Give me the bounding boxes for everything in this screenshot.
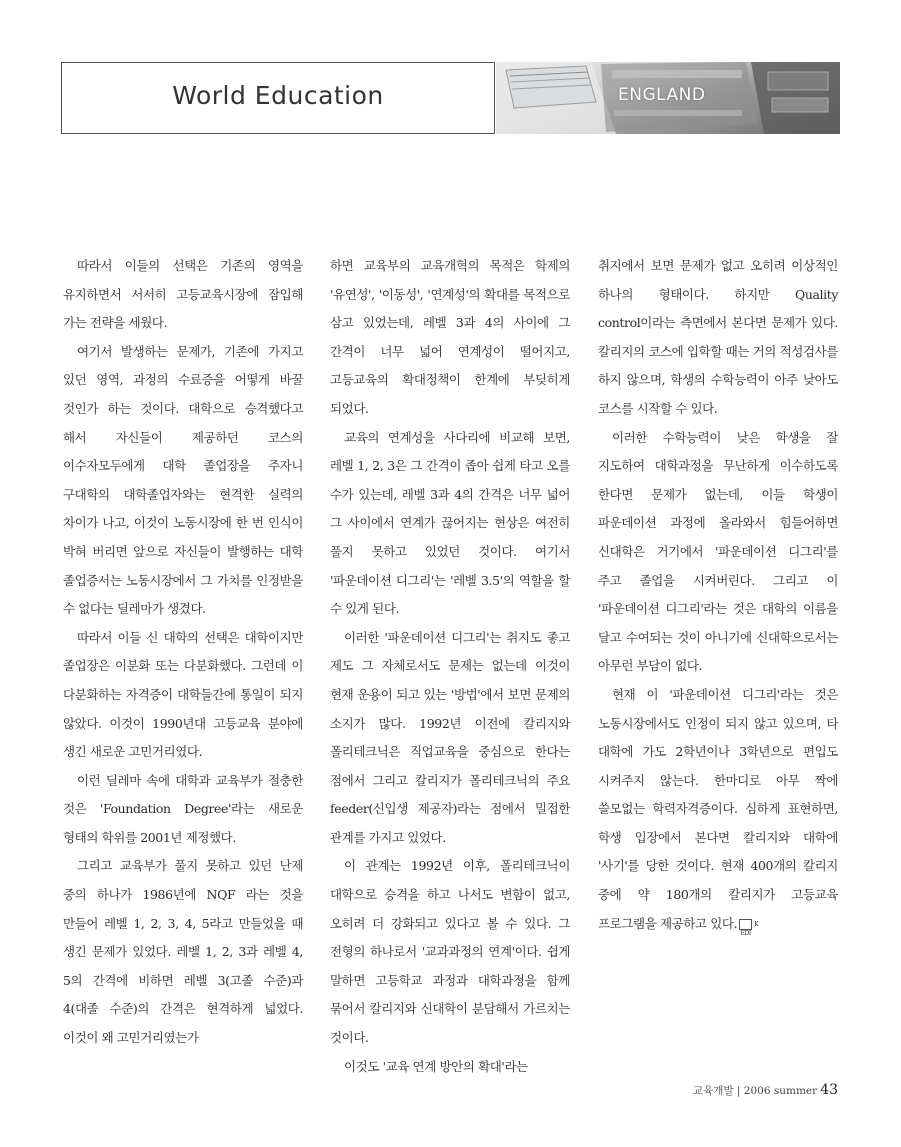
text-column-3 bbox=[598, 252, 838, 938]
paragraph: 따라서 이들의 선택은 기존의 영역을 유지하면서 서서히 고등교육시장에 잠입해 가는 전략을 세웠다. bbox=[63, 258, 303, 331]
paragraph: 그리고 교육부가 풀지 못하고 있던 난제 중의 하나가 1986년에 NQF 라는 것을 만들어 레벨 1, 2, 3, 4, 5라고 만들었을 때 생긴 문제가 있었다. 레벨 1, 2, 3과 레벨 4, 5의 간격에 비하면 레벨 3(고졸 수준)과 4(대졸 수준)의 간격은 현격하게 넓었다. 이것이 왜 고민거리였는가 bbox=[63, 858, 303, 1046]
paragraph bbox=[598, 681, 838, 938]
end-mark-icon: KEDI bbox=[740, 920, 759, 937]
page-header bbox=[61, 62, 840, 134]
paragraph: 이것도 '교육 연계 방안의 확대'라는 bbox=[344, 1058, 528, 1074]
page-title: World Education bbox=[172, 81, 384, 110]
footer-publication: 교육개발 | 2006 summer bbox=[693, 1085, 818, 1097]
paragraph: 하면 교육부의 교육개혁의 목적은 학제의 '유연성', '이동성', '연계성'의 확대를 목적으로 삼고 있었는데, 레벨 3과 4의 사이에 그 간격이 너무 넓어 연계성이 떨어지고, 고등교육의 확대정책이 한계에 부딪히게 되었다. bbox=[330, 258, 570, 416]
paragraph: 교육의 연계성을 사다리에 비교해 보면, 레벨 1, 2, 3은 그 간격이 좁아 쉽게 타고 오를 수가 있는데, 레벨 3과 4의 간격은 너무 넓어 그 사이에서 연계가 끊어지는 현상은 여전히 풀지 못하고 있었던 것이다. 여기서 '파운데이션 디그리'는 '레벨 3.5'의 역할을 할 수 있게 된다. bbox=[330, 429, 570, 617]
page-number: 43 bbox=[820, 1082, 838, 1098]
text-column-2 bbox=[330, 252, 570, 1081]
paragraph: 이런 딜레마 속에 대학과 교육부가 절충한 것은 'Foundation Degree'라는 새로운 형태의 학위를 2001년 제정했다. bbox=[63, 772, 303, 845]
paragraph-text: 현재 이 '파운데이션 디그리'라는 것은 노동시장에서도 인정이 되지 않고 있으며, 타 대학에 가도 2학년이나 3학년으로 편입도 시켜주지 않는다. 한마디로 아무 짝에 쓸모없는 학력자격증이다. 심하게 표현하면, 학생 입장에서 본다면 칼리지와 대학에 '사기'를 당한 것이다. 현재 400개의 칼리지 중에 약 180개의 칼리지가 고등교육 프로그램을 제공하고 있다. bbox=[598, 686, 838, 931]
paragraph: 따라서 이들 신 대학의 선택은 대학이지만 졸업장은 이분화 또는 다분화했다. 그런데 이 다분화하는 자격증이 대학들간에 통일이 되지 않았다. 이것이 1990년대 고등교육 분야에 생긴 새로운 고민거리였다. bbox=[63, 629, 303, 760]
paragraph: 취지에서 보면 문제가 없고 오히려 이상적인 하나의 형태이다. 하지만 Quality control이라는 측면에서 본다면 문제가 있다. 칼리지의 코스에 입학할 때는 거의 적성검사를 하지 않으며, 학생의 수학능력이 아주 낮아도 코스를 시작할 수 있다. bbox=[598, 258, 838, 416]
header-photo bbox=[496, 62, 840, 134]
paragraph: 여기서 발생하는 문제가, 기존에 가지고 있던 영역, 과정의 수료증을 어떻게 바꿀 것인가 하는 것이다. 대학으로 승격했다고 해서 자신들이 제공하던 코스의 이수자모두에게 대학 졸업장을 주자니 구대학의 대학졸업자와는 현격한 실력의 차이가 나고, 이것이 노동시장에 한 번 인식이 박혀 버리면 앞으로 자신들이 발행하는 대학 졸업증서는 노동시장에서 그 가치를 인정받을 수 없다는 딜레마가 생겼다. bbox=[63, 343, 303, 617]
paragraph: 이러한 '파운데이션 디그리'는 취지도 좋고 제도 그 자체로서도 문제는 없는데 이것이 현재 운용이 되고 있는 '방법'에서 보면 문제의 소지가 많다. 1992년 이전에 칼리지와 폴리테크닉은 직업교육을 중심으로 한다는 점에서 그리고 칼리지가 폴리테크닉의 주요 feeder(신입생 제공자)라는 점에서 밀접한 관계를 가지고 있었다. bbox=[330, 629, 570, 845]
paragraph: 이 관계는 1992년 이후, 폴리테크닉이 대학으로 승격을 하고 나서도 변함이 없고, 오히려 더 강화되고 있다고 볼 수 있다. 그 전형의 하나로서 '교과과정의 연계'이다. 쉽게 말하면 고등학교 과정과 대학과정을 함께 묶어서 칼리지와 신대학이 분담해서 가르치는 것이다. bbox=[330, 858, 570, 1046]
section-label: ENGLAND bbox=[618, 85, 706, 105]
paragraph: 이러한 수학능력이 낮은 학생을 잘 지도하여 대학과정을 무난하게 이수하도록 한다면 문제가 없는데, 이들 학생이 파운데이션 과정에 올라와서 힘들어하면 신대학은 거기에서 '파운데이션 디그리'를 주고 졸업을 시켜버린다. 그리고 이 '파운데이션 디그리'라는 것은 대학의 이름을 달고 수여되는 것이 아니기에 신대학으로서는 아무런 부담이 없다. bbox=[598, 429, 838, 674]
title-box bbox=[61, 62, 495, 134]
text-column-1 bbox=[63, 252, 303, 1053]
page-footer bbox=[693, 1082, 838, 1098]
